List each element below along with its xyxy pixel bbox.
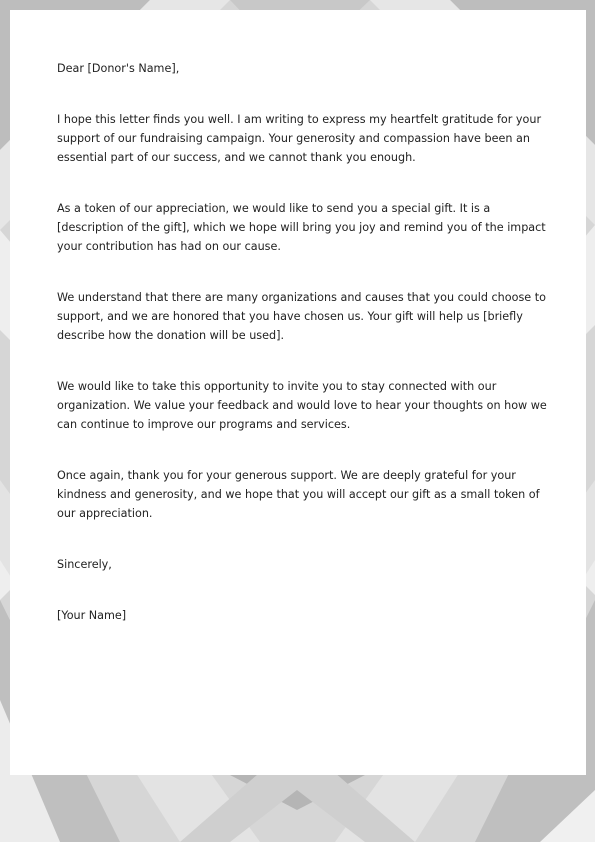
letter-page	[10, 10, 586, 775]
letter-greeting: Dear [Donor's Name],	[57, 62, 180, 75]
letter-body	[57, 59, 547, 625]
letter-paragraph: I hope this letter finds you well. I am writing to express my heartfelt gratitude for your support of our fundraising campaign. Your generosity and compassion have been an essential part of our success, and we cannot thank you enough.	[57, 113, 542, 164]
letter-paragraph: Once again, thank you for your generous support. We are deeply grateful for your kindness and generosity, and we hope that you will accept our gift as a small token of our appreciation.	[57, 469, 540, 520]
letter-paragraph: We would like to take this opportunity to invite you to stay connected with our organization. We value your feedback and would love to hear your thoughts on how we can continue to improve our programs and services.	[57, 380, 547, 431]
letter-signature: [Your Name]	[57, 609, 127, 622]
letter-paragraph: We understand that there are many organizations and causes that you could choose to support, and we are honored that you have chosen us. Your gift will help us [briefly describe how the donation will be used].	[57, 291, 546, 342]
letter-paragraph: As a token of our appreciation, we would like to send you a special gift. It is a [description of the gift], which we hope will bring you joy and remind you of the impact your contribution has had on our cause.	[57, 202, 546, 253]
letter-closing: Sincerely,	[57, 558, 112, 571]
